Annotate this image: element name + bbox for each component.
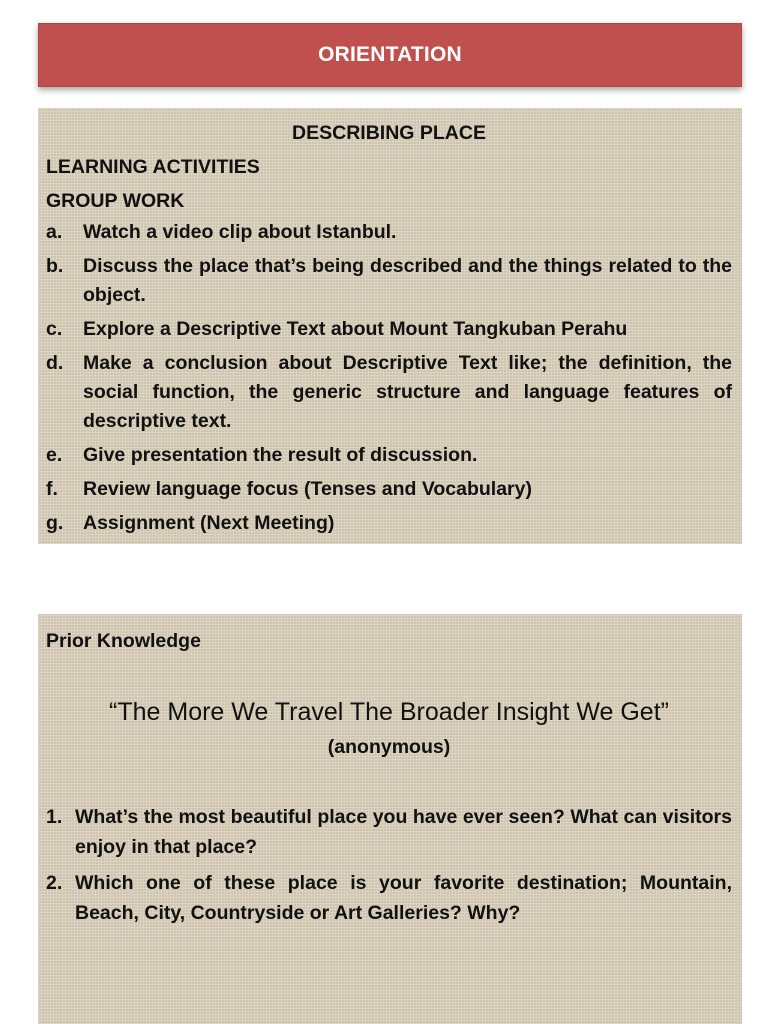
question-item <box>46 802 732 862</box>
question-text: Which one of these place is your favorite destination; Mountain, Beach, City, Countryside or Art Galleries? Why? <box>75 872 732 924</box>
list-marker: c. <box>46 318 63 340</box>
list-marker: b. <box>46 255 64 277</box>
quote-author: (anonymous) <box>327 736 451 758</box>
list-marker: g. <box>46 512 64 534</box>
question-number: 2. <box>46 872 63 894</box>
list-item-text: Make a conclusion about Descriptive Text like; the definition, the social function, the generic structure and language features of descriptive text. <box>83 352 732 432</box>
learning-activities-label: LEARNING ACTIVITIES <box>46 156 260 178</box>
list-marker: d. <box>46 352 64 374</box>
list-item <box>46 349 732 436</box>
learning-activities-panel <box>38 108 742 544</box>
question-text: What’s the most beautiful place you have ever seen? What can visitors enjoy in that place? <box>75 806 732 858</box>
prior-knowledge-heading: Prior Knowledge <box>46 630 201 652</box>
list-item <box>46 218 732 247</box>
orientation-header-bar <box>38 23 742 87</box>
list-item-text: Explore a Descriptive Text about Mount Tangkuban Perahu <box>83 318 628 340</box>
group-work-label: GROUP WORK <box>46 190 185 212</box>
list-item-text: Discuss the place that’s being described and the things related to the object. <box>83 255 732 306</box>
list-item-text: Assignment (Next Meeting) <box>83 512 335 534</box>
header-title: ORIENTATION <box>318 43 462 66</box>
list-item <box>46 475 732 504</box>
question-number: 1. <box>46 806 63 828</box>
section-heading: DESCRIBING PLACE <box>292 122 486 144</box>
list-item <box>46 441 732 470</box>
list-item <box>46 252 732 310</box>
list-marker: a. <box>46 221 63 243</box>
list-item <box>46 315 732 344</box>
travel-quote: “The More We Travel The Broader Insight We Get” <box>109 698 669 726</box>
list-marker: e. <box>46 444 63 466</box>
list-item-text: Watch a video clip about Istanbul. <box>83 221 397 243</box>
list-item <box>46 509 732 538</box>
list-item-text: Review language focus (Tenses and Vocabulary) <box>83 478 532 500</box>
list-item-text: Give presentation the result of discussion. <box>83 444 478 466</box>
question-item <box>46 868 732 928</box>
prior-knowledge-panel <box>38 614 742 1024</box>
list-marker: f. <box>46 478 58 500</box>
